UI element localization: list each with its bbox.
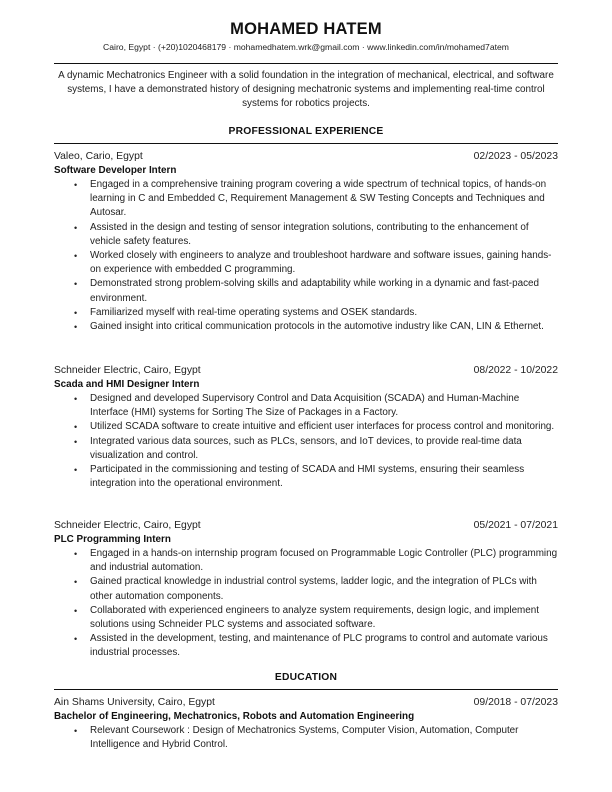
bullet-item: • Engaged in a comprehensive training program covering a wide spectrum of technical topics, of hands-on learning in C and Embedded C, Requirement Management & SW Testing Concepts and Techniques and Autosar. (74, 179, 547, 219)
bullet-item: • Assisted in the design and testing of sensor integration solutions, contributing to the enhancement of vehicle safety features. (74, 221, 529, 247)
experience-entry-schneider-plc (54, 519, 558, 661)
bullet-icon: • (74, 279, 78, 290)
bullet-item: • Designed and developed Supervisory Control and Data Acquisition (SCADA) and Human-Machine Interface (HMI) systems for Sorting The Size of Packages in a Factory. (74, 393, 520, 419)
bullet-item: • Collaborated with experienced engineers to analyze system requirements, design logic, and implement solutions using Schneider PLC systems and associated software. (74, 604, 540, 631)
experience-divider (54, 143, 558, 144)
bullet-item: • Worked closely with engineers to analyze and troubleshoot hardware and software issues, gaining hands-on experience with embedded C programming. (74, 250, 552, 276)
entry-dates: 08/2022 - 10/2022 (473, 365, 558, 376)
entry-dates: 02/2023 - 05/2023 (473, 151, 558, 162)
bullet-item: • Gained insight into critical communication protocols in the automotive industry like CAN, LIN & Ethernet. (54, 320, 558, 334)
bullet-list (54, 724, 558, 752)
bullet-icon: • (74, 549, 78, 559)
bullet-item: • Gained practical knowledge in industrial control systems, ladder logic, and the integration of PLCs with other automation components. (74, 576, 537, 602)
bullet-icon: • (74, 634, 78, 645)
bullet-icon: • (74, 394, 78, 404)
experience-entry-schneider-scada (54, 364, 558, 491)
professional-summary: A dynamic Mechatronics Engineer with a solid foundation in the integration of mechanical, electrical, and software systems, I have a demonstrated history of designing mechatronic systems and implementing real-time control systems for robotics projects. (58, 70, 554, 109)
bullet-item: • Participated in the commissioning and testing of SCADA and HMI systems, ensuring their seamless integration into the operational environment. (74, 464, 525, 490)
entry-organization: Valeo, Cario, Egypt (54, 151, 143, 162)
bullet-icon: • (74, 180, 78, 190)
entry-organization: Ain Shams University, Cairo, Egypt (54, 697, 215, 708)
bullet-list (54, 547, 558, 661)
entry-role: Scada and HMI Designer Intern (54, 379, 200, 390)
bullet-item: • Utilized SCADA software to create intuitive and efficient user interfaces for process control and monitoring. (54, 420, 558, 434)
education-entry (54, 696, 558, 752)
entry-organization: Schneider Electric, Cairo, Egypt (54, 520, 201, 531)
education-divider (54, 689, 558, 690)
candidate-name: MOHAMED HATEM (230, 20, 382, 38)
experience-entry-valeo (54, 150, 558, 334)
bullet-item: • Relevant Coursework : Design of Mechatronics Systems, Computer Vision, Automation, Computer Intelligence and Hybrid Control. (74, 725, 519, 751)
section-title-education: EDUCATION (274, 672, 338, 683)
entry-role: Software Developer Intern (54, 165, 177, 176)
bullet-item: • Familiarized myself with real-time operating systems and OSEK standards. (54, 306, 558, 320)
entry-dates: 09/2018 - 07/2023 (473, 697, 558, 708)
bullet-item: • Engaged in a hands-on internship program focused on Programmable Logic Controller (PLC) programming and industrial automation. (74, 548, 558, 574)
bullet-list (54, 392, 558, 491)
entry-dates: 05/2021 - 07/2021 (473, 520, 558, 531)
bullet-icon: • (74, 726, 78, 736)
entry-organization: Schneider Electric, Cairo, Egypt (54, 365, 201, 376)
bullet-icon: • (74, 307, 78, 318)
entry-role: PLC Programming Intern (54, 534, 171, 545)
bullet-item: • Demonstrated strong problem-solving skills and adaptability while working in a dynamic and fast-paced environment. (74, 278, 539, 304)
bullet-icon: • (74, 422, 78, 433)
bullet-icon: • (74, 465, 78, 476)
bullet-icon: • (74, 436, 78, 447)
bullet-icon: • (74, 251, 78, 262)
bullet-item: • Integrated various data sources, such as PLCs, sensors, and IoT devices, to provide real-time data visualization and control. (74, 435, 522, 461)
bullet-icon: • (74, 605, 78, 616)
bullet-icon: • (74, 577, 78, 588)
bullet-icon: • (74, 322, 78, 333)
entry-degree: Bachelor of Engineering, Mechatronics, Robots and Automation Engineering (54, 711, 415, 722)
header-divider (54, 63, 558, 64)
bullet-icon: • (74, 222, 78, 233)
bullet-item: • Assisted in the development, testing, and maintenance of PLC programs to control and automate various industrial processes. (74, 633, 548, 659)
contact-line: Cairo, Egypt · (+20)1020468179 · mohamedhatem.wrk@gmail.com · www.linkedin.com/in/mohamed7atem (103, 42, 509, 52)
bullet-list (54, 178, 558, 334)
section-title-experience: PROFESSIONAL EXPERIENCE (228, 126, 384, 137)
